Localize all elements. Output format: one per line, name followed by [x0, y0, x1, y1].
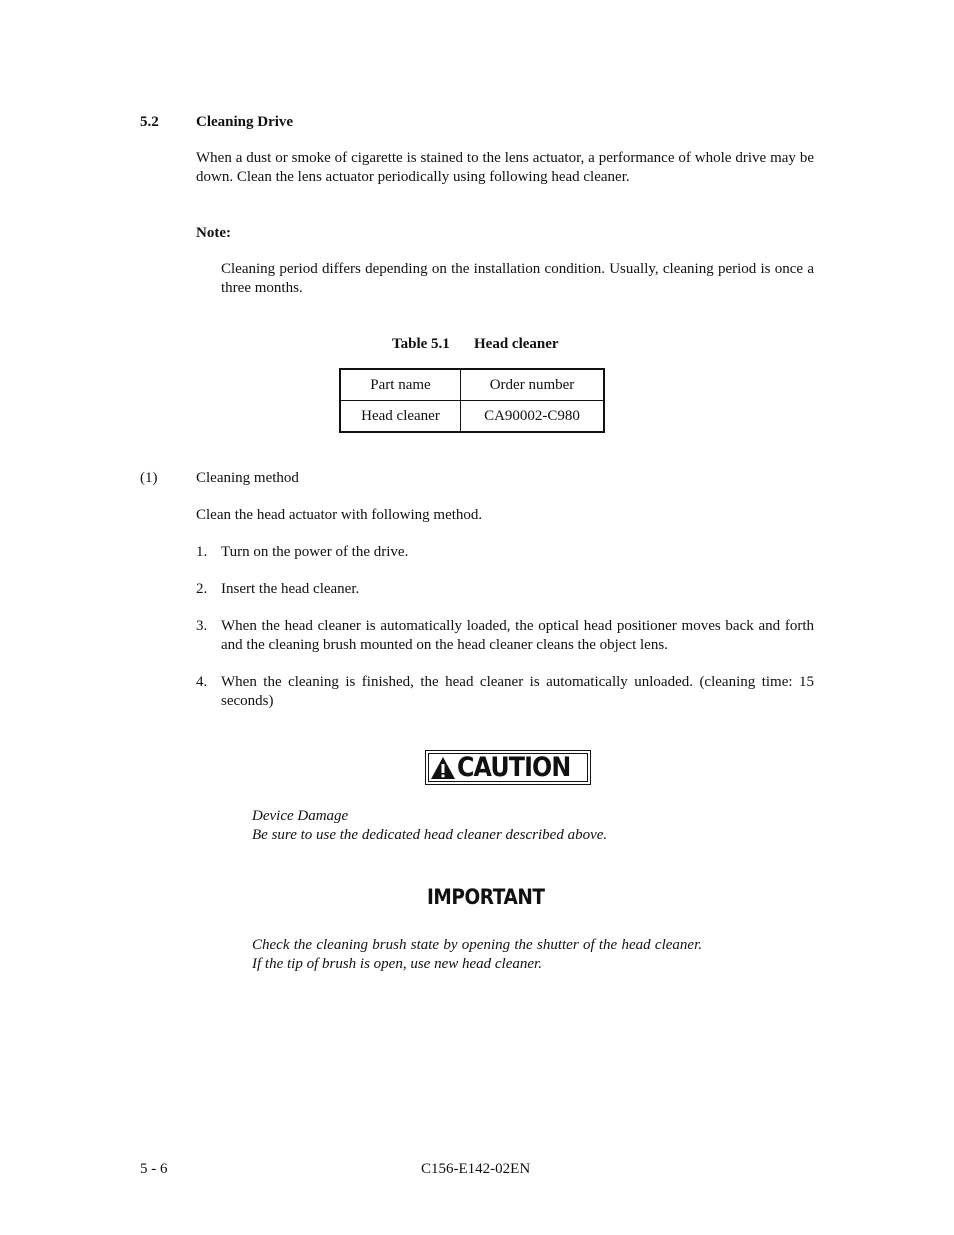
step-text: Insert the head cleaner.	[221, 581, 360, 597]
note-text: Cleaning period differs depending on the installation condition. Usually, cleaning period is once a three months.	[221, 261, 814, 296]
table-header-cell: Order number	[461, 369, 605, 401]
step-number: 2.	[196, 581, 208, 597]
caution-label	[425, 750, 591, 785]
intro-paragraph: When a dust or smoke of cigarette is stained to the lens actuator, a performance of whole drive may be down. Clean the lens actuator periodically using following head cleaner.	[196, 150, 814, 185]
step-text: Turn on the power of the drive.	[221, 544, 409, 560]
section-title: Cleaning Drive	[196, 114, 294, 130]
method-intro: Clean the head actuator with following method.	[196, 507, 483, 523]
page-number: 5 - 6	[140, 1161, 168, 1177]
head-cleaner-table	[339, 368, 605, 433]
table-row	[340, 401, 604, 433]
step-number: 1.	[196, 544, 208, 560]
step-number: 4.	[196, 674, 208, 690]
method-title: Cleaning method	[196, 470, 299, 486]
important-label: IMPORTANT	[427, 885, 545, 909]
step-text: When the cleaning is finished, the head cleaner is automatically unloaded. (cleaning time: 15 seconds)	[221, 674, 814, 709]
step-number: 3.	[196, 618, 208, 634]
caution-text: Be sure to use the dedicated head cleaner described above.	[252, 827, 608, 843]
table-caption-number: Table 5.1	[392, 336, 450, 352]
step-text: When the head cleaner is automatically loaded, the optical head positioner moves back and forth and the cleaning brush mounted on the head cleaner cleans the object lens.	[221, 618, 814, 653]
table-caption-title: Head cleaner	[474, 336, 559, 352]
method-number: (1)	[140, 470, 158, 486]
document-id: C156-E142-02EN	[421, 1161, 531, 1177]
note-label: Note:	[196, 225, 231, 241]
table-cell-order-number: CA90002-C980	[461, 401, 605, 433]
warning-triangle-icon	[430, 756, 456, 780]
section-number: 5.2	[140, 114, 159, 130]
table-header-row	[340, 369, 604, 401]
table-header-cell: Part name	[340, 369, 461, 401]
caution-label-text: CAUTION	[457, 752, 571, 783]
caution-title: Device Damage	[252, 808, 349, 824]
important-text: Check the cleaning brush state by opening the shutter of the head cleaner. If the tip of brush is open, use new head cleaner.	[252, 937, 702, 972]
table-cell-part-name: Head cleaner	[340, 401, 461, 433]
